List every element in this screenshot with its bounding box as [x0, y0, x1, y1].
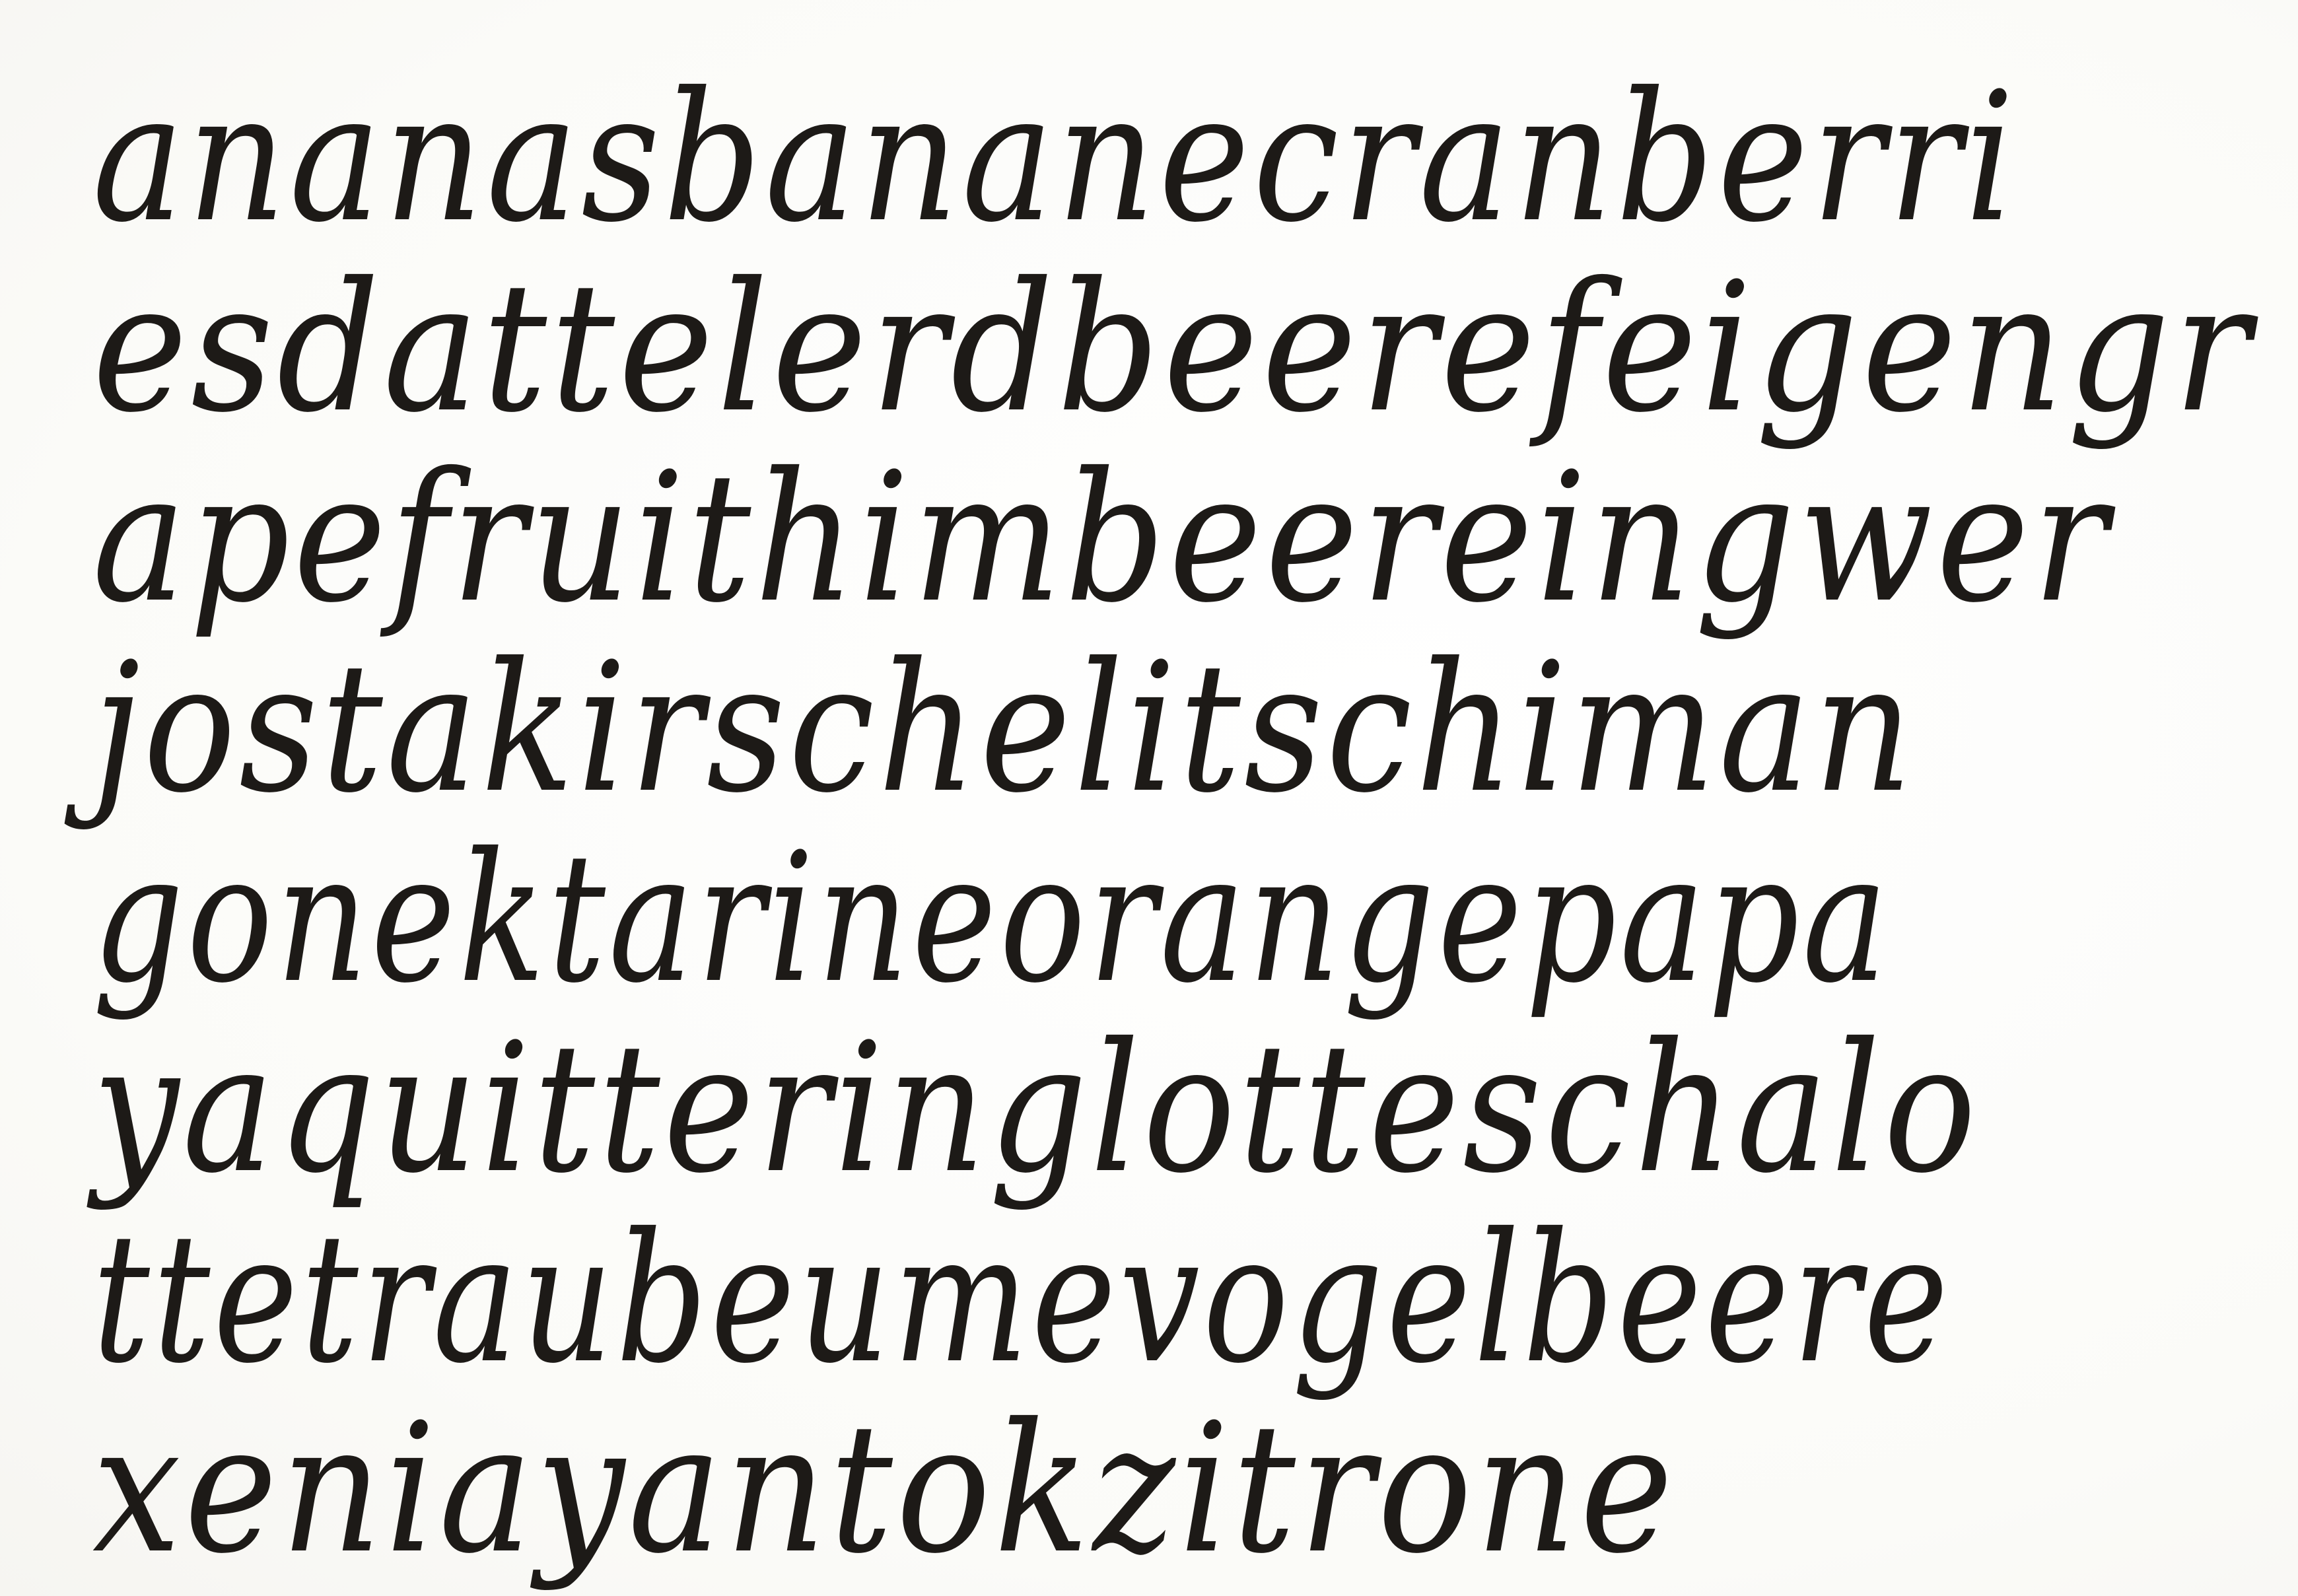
calligraphy-line: esdattelerdbeerefeigengr	[92, 244, 2254, 452]
calligraphy-text-block	[92, 53, 2254, 1593]
calligraphy-line: ttetraubeumevogelbeere	[92, 1195, 1952, 1403]
calligraphy-line: yaquitteringlotteschalo	[92, 1004, 1980, 1212]
calligraphy-line: ananasbananecranberri	[92, 53, 2018, 261]
calligraphy-line: jostakirschelitschiman	[92, 624, 1916, 832]
calligraphy-line: apefruithimbeereingwer	[92, 434, 2112, 642]
calligraphy-line: gonektarineorangepapa	[92, 814, 1891, 1022]
calligraphy-line: xeniayantokzitrone	[92, 1385, 1677, 1593]
